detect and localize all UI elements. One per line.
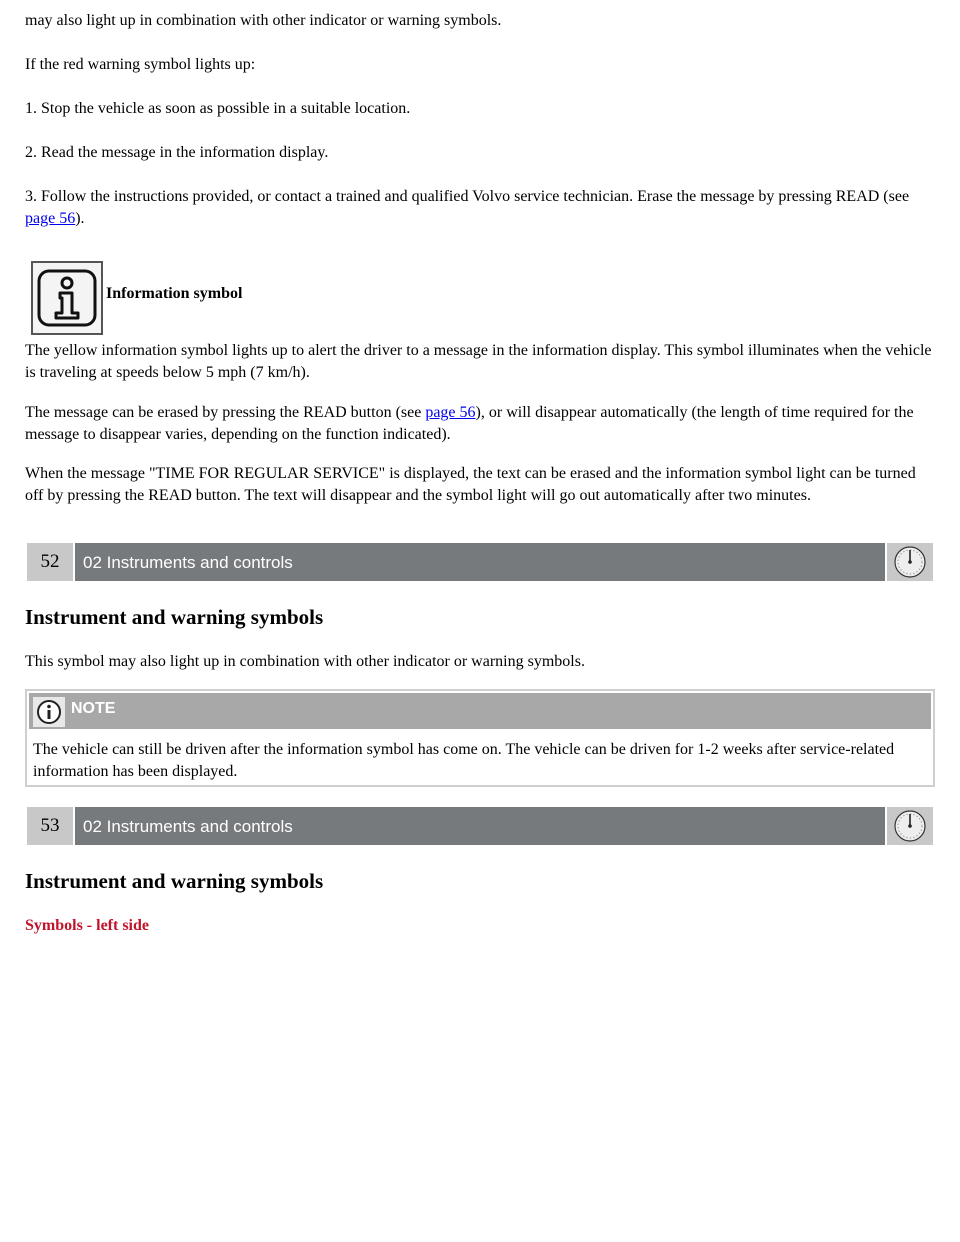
step-3-end: ). (75, 210, 85, 227)
note-text: The vehicle can still be driven after the information symbol has come on. The vehicle can be driven for 1-2 weeks after service-related information has been displayed. (33, 741, 895, 780)
section-header-53 (27, 807, 933, 845)
note-label: NOTE (71, 700, 116, 717)
info-i-icon (31, 261, 103, 335)
paragraph-intro: may also light up in combination with other indicator or warning symbols. (25, 12, 502, 29)
section-header-52 (27, 543, 933, 581)
symbols-left-side-subheading: Symbols - left side (25, 917, 149, 934)
gauge-icon (887, 807, 933, 845)
page-number: 53 (27, 807, 73, 845)
chapter-title: 02 Instruments and controls (75, 543, 885, 581)
paragraph-service-message: When the message "TIME FOR REGULAR SERVICE" is displayed, the text can be erased and the information symbol light can be turned off by pressing the READ button. The text will disappear and the symbol light will go out automatically after two minutes. (25, 465, 916, 504)
section-heading: Instrument and warning symbols (25, 869, 324, 893)
step-3 (25, 186, 935, 230)
page-56-link[interactable]: page 56 (425, 404, 476, 421)
paragraph-red-warning: If the red warning symbol lights up: (25, 56, 256, 73)
paragraph-yellow-info: The yellow information symbol lights up to alert the driver to a message in the information display. This symbol illuminates when the vehicle is traveling at speeds below 5 mph (7 km/h). (25, 342, 932, 381)
paragraph-erase (25, 402, 935, 446)
erase-text: The message can be erased by pressing the READ button (see (25, 404, 426, 421)
information-symbol-label: Information symbol (106, 285, 243, 302)
page-number: 52 (27, 543, 73, 581)
step-2: 2. Read the message in the information display. (25, 144, 329, 161)
gauge-icon (887, 543, 933, 581)
chapter-title: 02 Instruments and controls (75, 807, 885, 845)
info-circle-icon (33, 697, 65, 727)
note-header (29, 693, 931, 729)
step-1: 1. Stop the vehicle as soon as possible in a suitable location. (25, 100, 411, 117)
erase-text-end: ), or will disappear automatically (the length of time required for the message to disappear varies, depending on the function indicated). (25, 404, 914, 443)
section-heading: Instrument and warning symbols (25, 605, 324, 629)
step-3-text: 3. Follow the instructions provided, or contact a trained and qualified Volvo service technician. Erase the message by pressing READ (see (25, 188, 910, 205)
section-text: This symbol may also light up in combination with other indicator or warning symbols. (25, 653, 585, 670)
note-box (25, 689, 935, 787)
page-56-link[interactable]: page 56 (25, 210, 76, 227)
